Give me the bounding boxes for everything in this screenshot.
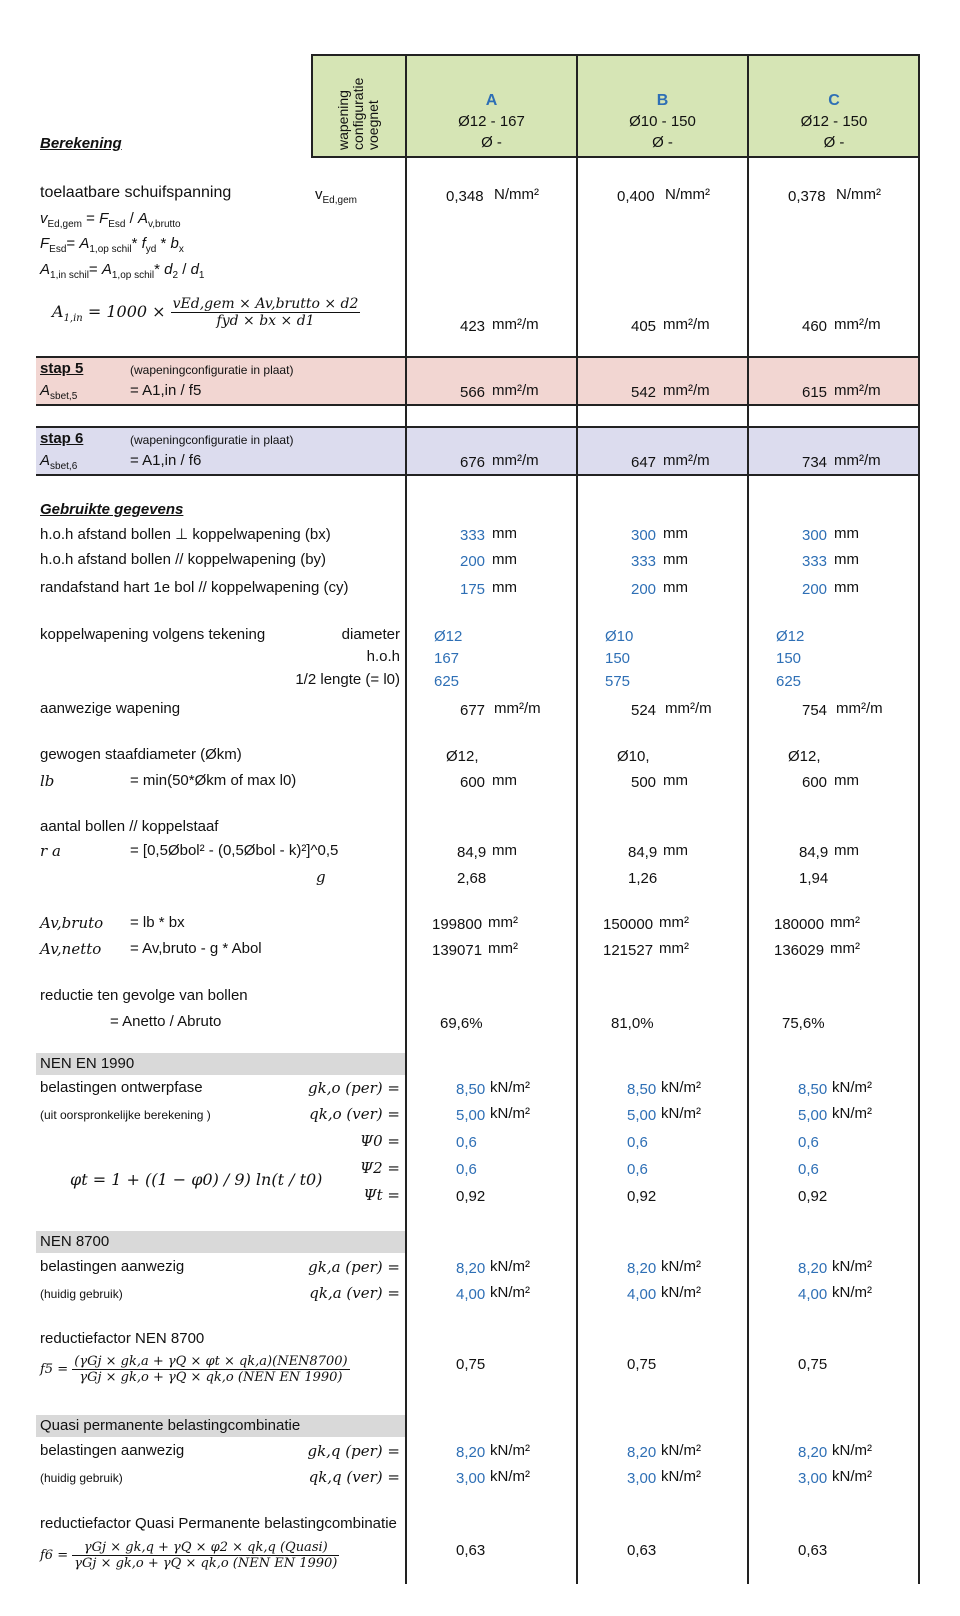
grid-line	[36, 404, 920, 406]
g-symbol: g	[316, 868, 326, 886]
stap5-value: 542	[631, 384, 657, 401]
anetto-value: 121527	[603, 942, 654, 959]
cy-value: 200	[802, 581, 828, 598]
cell-unit: kN/m²	[490, 1468, 530, 1485]
quasi-q-value: 3,00	[798, 1470, 828, 1487]
by-value: 333	[631, 553, 657, 570]
quasi-l2: (huidig gebruik)	[40, 1471, 123, 1485]
cell-unit: mm	[834, 525, 859, 542]
quasi-g-value: 8,20	[456, 1444, 486, 1461]
stap5-value: 615	[802, 384, 828, 401]
grid-line	[311, 156, 920, 158]
nen1990-g-value: 8,50	[456, 1081, 486, 1098]
gegevens-row-label: h.o.h afstand bollen ⊥ koppelwapening (bx)	[40, 526, 331, 543]
nen8700-g-value: 8,20	[798, 1260, 828, 1277]
schuifspanning-value: 0,378	[788, 188, 826, 205]
koppel-sublabel-lengte: 1/2 lengte (= l0)	[295, 671, 400, 688]
cell-unit: kN/m²	[661, 1442, 701, 1459]
cell-unit: kN/m²	[661, 1258, 701, 1275]
bx-value: 300	[802, 527, 828, 544]
koppel-lengte: 625	[776, 673, 802, 690]
ra-value: 84,9	[628, 844, 658, 861]
grid-line	[311, 54, 920, 56]
section-berekening: Berekening	[40, 135, 122, 152]
lb-value: 600	[802, 774, 828, 791]
nen8700-q-value: 4,00	[627, 1286, 657, 1303]
reductie-label: reductie ten gevolge van bollen	[40, 987, 248, 1004]
gegevens-row-label: h.o.h afstand bollen // koppelwapening (by)	[40, 551, 327, 568]
psi0-value: 0,6	[456, 1134, 477, 1151]
g-value: 2,68	[457, 870, 487, 887]
psit-label: Ψt =	[363, 1186, 400, 1204]
cell-unit: N/mm²	[665, 186, 710, 203]
gewogen-label: gewogen staafdiameter (Økm)	[40, 746, 242, 763]
rf5-formula: f5 = $\frac{\text{(γGj × gk,a + γQ × φt × qk,a)(NEN8700)}}{\text{γGj × gk,o + γQ × qk,o (NEN EN 1990)}}$	[40, 1354, 348, 1385]
bx-value: 333	[460, 527, 486, 544]
by-value: 200	[460, 553, 486, 570]
psi0-label: Ψ0 =	[359, 1132, 400, 1150]
cell-unit: mm	[834, 579, 859, 596]
aanwezig-label: aanwezige wapening	[40, 700, 181, 717]
cell-unit: kN/m²	[661, 1284, 701, 1301]
nen1990-q-value: 5,00	[627, 1107, 657, 1124]
quasi-title: Quasi permanente belastingcombinatie	[40, 1417, 301, 1434]
koppel-lengte: 575	[605, 673, 631, 690]
cell-unit: mm²	[830, 914, 860, 931]
psit-value: 0,92	[456, 1188, 486, 1205]
psi0-value: 0,6	[627, 1134, 648, 1151]
cell-unit: mm²/m	[663, 452, 710, 469]
a1in-value: 423	[460, 318, 486, 335]
nen1990-q-value: 5,00	[798, 1107, 828, 1124]
lb-value: 600	[460, 774, 486, 791]
phi-formula: φt = 1 + ((1 − φ0) / 9) ln(t / t0)	[70, 1170, 323, 1189]
stap6-value: 676	[460, 454, 486, 471]
cell-unit: kN/m²	[832, 1284, 872, 1301]
cell-unit: mm²/m	[834, 382, 881, 399]
bollen-label: aantal bollen // koppelstaaf	[40, 818, 219, 835]
cell-unit: mm²/m	[663, 316, 710, 333]
schuifspanning-value: 0,348	[446, 188, 484, 205]
stap5-title: stap 5	[40, 360, 84, 377]
rf6-value: 0,63	[627, 1542, 657, 1559]
cell-unit: mm²/m	[663, 382, 710, 399]
stap5-symbol: $A_{sbet,5}$	[40, 382, 78, 402]
calc-formula-1: $v_{Ed,gem} = F_{Esd} / A_{v,brutto}$	[40, 210, 181, 230]
quasi-l1: belastingen aanwezig	[40, 1442, 185, 1459]
gewogen-value: Ø12,	[446, 748, 479, 765]
stap6-title: stap 6	[40, 430, 84, 447]
cell-unit: kN/m²	[832, 1105, 872, 1122]
quasi-g-label: gk,q (per) =	[307, 1442, 400, 1460]
cell-unit: mm²/m	[834, 452, 881, 469]
cell-unit: kN/m²	[832, 1258, 872, 1275]
cell-unit: mm²/m	[665, 700, 712, 717]
reductie-value: 75,6%	[782, 1015, 825, 1032]
column-b-header: B Ø10 - 150 Ø -	[629, 92, 696, 151]
cell-unit: mm²	[659, 914, 689, 931]
abruto-expr: = lb * bx	[130, 914, 185, 931]
a1in-value: 405	[631, 318, 657, 335]
nen1990-l2: (uit oorspronkelijke berekening )	[40, 1108, 211, 1122]
grid-line	[311, 54, 313, 158]
cell-unit: mm²	[830, 940, 860, 957]
cell-unit: mm²/m	[836, 700, 883, 717]
koppel-lengte: 625	[434, 673, 460, 690]
abruto-value: 180000	[774, 916, 825, 933]
nen8700-q-label: qk,a (ver) =	[309, 1284, 400, 1302]
cell-unit: mm	[492, 842, 517, 859]
cell-unit: mm	[663, 579, 688, 596]
g-value: 1,26	[628, 870, 658, 887]
a1in-value: 460	[802, 318, 828, 335]
koppel-diameter: Ø12	[776, 628, 805, 645]
cy-value: 200	[631, 581, 657, 598]
aanwezig-value: 754	[802, 702, 828, 719]
quasi-q-label: qk,q (ver) =	[308, 1468, 400, 1486]
cell-unit: kN/m²	[490, 1079, 530, 1096]
rf6-value: 0,63	[798, 1542, 828, 1559]
abruto-value: 199800	[432, 916, 483, 933]
nen1990-g-value: 8,50	[798, 1081, 828, 1098]
cell-unit: mm	[492, 525, 517, 542]
nen8700-g-label: gk,a (per) =	[308, 1258, 400, 1276]
nen8700-g-value: 8,20	[456, 1260, 486, 1277]
gewogen-value: Ø12,	[788, 748, 821, 765]
koppel-sublabel-diameter: diameter	[341, 626, 400, 643]
quasi-q-value: 3,00	[627, 1470, 657, 1487]
stap5-value: 566	[460, 384, 486, 401]
nen8700-g-value: 8,20	[627, 1260, 657, 1277]
cell-unit: kN/m²	[490, 1284, 530, 1301]
nen8700-l2: (huidig gebruik)	[40, 1287, 123, 1301]
quasi-q-value: 3,00	[456, 1470, 486, 1487]
psit-value: 0,92	[798, 1188, 828, 1205]
rf6-formula: f6 = $\frac{\text{γGj × gk,q + γQ × φ2 × qk,q (Quasi)}}{\text{γGj × gk,o + γQ × qk,o (NEN EN 1990)}}$	[40, 1540, 338, 1571]
psi2-value: 0,6	[798, 1161, 819, 1178]
nen8700-title: NEN 8700	[40, 1233, 110, 1250]
cell-unit: mm	[492, 551, 517, 568]
cell-unit: kN/m²	[490, 1105, 530, 1122]
nen1990-q-label: qk,o (ver) =	[309, 1105, 400, 1123]
ra-value: 84,9	[799, 844, 829, 861]
g-value: 1,94	[799, 870, 829, 887]
stap6-value: 647	[631, 454, 657, 471]
calc-label: toelaatbare schuifspanning	[40, 184, 232, 201]
rf5-value: 0,75	[798, 1356, 828, 1373]
nen8700-q-value: 4,00	[456, 1286, 486, 1303]
cell-unit: N/mm²	[494, 186, 539, 203]
anetto-expr: = Av,bruto - g * Abol	[130, 940, 262, 957]
cell-unit: kN/m²	[832, 1442, 872, 1459]
aanwezig-value: 524	[631, 702, 657, 719]
psi2-value: 0,6	[456, 1161, 477, 1178]
calc-formula-3: $A_{1,in schil}= A_{1,op schil}*$ $d_2 / d_1$	[40, 261, 205, 281]
cell-unit: kN/m²	[661, 1468, 701, 1485]
lb-value: 500	[631, 774, 657, 791]
koppel-hoh: 150	[605, 650, 631, 667]
cell-unit: mm	[663, 772, 688, 789]
grid-line	[36, 426, 920, 428]
cell-unit: mm	[834, 772, 859, 789]
rf5-value: 0,75	[627, 1356, 657, 1373]
ra-value: 84,9	[457, 844, 487, 861]
reductie-value: 69,6%	[440, 1015, 483, 1032]
lb-expr: = min(50*Økm of max l0)	[130, 772, 297, 789]
cell-unit: mm²	[659, 940, 689, 957]
psi0-value: 0,6	[798, 1134, 819, 1151]
nen1990-l1: belastingen ontwerpfase	[40, 1079, 203, 1096]
calc-formula-2: $F_{Esd}= A_{1,op schil}*$ $f_{yd} * b_x$	[40, 235, 184, 255]
koppel-diameter: Ø10	[605, 628, 634, 645]
cell-unit: mm	[663, 551, 688, 568]
calc-symbol: $v_{Ed,gem}$	[315, 186, 357, 206]
nen1990-q-value: 5,00	[456, 1107, 486, 1124]
stap6-expr: = A1,in / f6	[130, 452, 202, 469]
koppel-hoh: 167	[434, 650, 460, 667]
cell-unit: N/mm²	[836, 186, 881, 203]
cy-value: 175	[460, 581, 486, 598]
nen1990-title: NEN EN 1990	[40, 1055, 135, 1072]
cell-unit: mm²	[488, 940, 518, 957]
psit-value: 0,92	[627, 1188, 657, 1205]
cell-unit: kN/m²	[832, 1079, 872, 1096]
abruto-symbol: Av,bruto	[40, 914, 104, 932]
psi2-value: 0,6	[627, 1161, 648, 1178]
gegevens-title: Gebruikte gegevens	[40, 501, 184, 518]
grid-line	[36, 356, 920, 358]
quasi-g-value: 8,20	[627, 1444, 657, 1461]
reductie-value: 81,0%	[611, 1015, 654, 1032]
anetto-value: 136029	[774, 942, 825, 959]
nen8700-q-value: 4,00	[798, 1286, 828, 1303]
abruto-value: 150000	[603, 916, 654, 933]
rf5-label: reductiefactor NEN 8700	[40, 1330, 205, 1347]
cell-unit: mm	[663, 842, 688, 859]
nen1990-g-label: gk,o (per) =	[308, 1079, 400, 1097]
stap5-expr: = A1,in / f5	[130, 382, 202, 399]
cell-unit: mm²/m	[492, 452, 539, 469]
grid-line	[918, 54, 920, 1584]
gegevens-row-label: randafstand hart 1e bol // koppelwapening (cy)	[40, 579, 349, 596]
koppel-sublabel-hoh: h.o.h	[366, 648, 400, 665]
cell-unit: mm	[492, 772, 517, 789]
anetto-value: 139071	[432, 942, 483, 959]
nen8700-l1: belastingen aanwezig	[40, 1258, 185, 1275]
calc-a1in-formula: $A_{1,in} = 1000$ × $\frac{\text{vEd,gem × Av,brutto × d2}}{\text{fyd × bx × d1}}$	[52, 296, 359, 329]
rf5-value: 0,75	[456, 1356, 486, 1373]
by-value: 333	[802, 553, 828, 570]
lb-symbol: lb	[40, 772, 55, 790]
grid-line	[747, 54, 749, 1584]
column-c-header: C Ø12 - 150 Ø -	[800, 92, 868, 151]
koppel-hoh: 150	[776, 650, 802, 667]
cell-unit: kN/m²	[490, 1258, 530, 1275]
bx-value: 300	[631, 527, 657, 544]
koppel-diameter: Ø12	[434, 628, 463, 645]
aanwezig-value: 677	[460, 702, 486, 719]
anetto-symbol: Av,netto	[40, 940, 102, 958]
cell-unit: mm²	[488, 914, 518, 931]
cell-unit: mm	[834, 551, 859, 568]
ra-symbol: r a	[40, 842, 61, 860]
ra-expr: = [0,5Øbol² - (0,5Øbol - k)²]^0,5	[130, 842, 339, 859]
stap6-note: (wapeningconfiguratie in plaat)	[130, 433, 294, 447]
grid-line	[36, 474, 920, 476]
column-a-header: A Ø12 - 167 Ø -	[458, 92, 525, 151]
cell-unit: kN/m²	[490, 1442, 530, 1459]
cell-unit: mm²/m	[834, 316, 881, 333]
rf6-value: 0,63	[456, 1542, 486, 1559]
cell-unit: kN/m²	[661, 1105, 701, 1122]
gewogen-value: Ø10,	[617, 748, 650, 765]
stap6-symbol: $A_{sbet,6}$	[40, 452, 78, 472]
cell-unit: mm²/m	[492, 382, 539, 399]
grid-line	[405, 54, 407, 1584]
cell-unit: kN/m²	[832, 1468, 872, 1485]
cell-unit: mm²/m	[494, 700, 541, 717]
header-rotated-text: wapening configuratie voegnet	[335, 77, 381, 150]
cell-unit: mm²/m	[492, 316, 539, 333]
cell-unit: mm	[663, 525, 688, 542]
stap5-note: (wapeningconfiguratie in plaat)	[130, 363, 294, 377]
stap6-value: 734	[802, 454, 828, 471]
grid-line	[576, 54, 578, 1584]
cell-unit: kN/m²	[661, 1079, 701, 1096]
rf6-label: reductiefactor Quasi Permanente belastingcombinatie	[40, 1515, 397, 1532]
koppel-label: koppelwapening volgens tekening	[40, 626, 266, 643]
nen1990-g-value: 8,50	[627, 1081, 657, 1098]
quasi-g-value: 8,20	[798, 1444, 828, 1461]
reductie-expr: = Anetto / Abruto	[110, 1013, 222, 1030]
cell-unit: mm	[492, 579, 517, 596]
cell-unit: mm	[834, 842, 859, 859]
psi2-label: Ψ2 =	[359, 1159, 400, 1177]
schuifspanning-value: 0,400	[617, 188, 655, 205]
